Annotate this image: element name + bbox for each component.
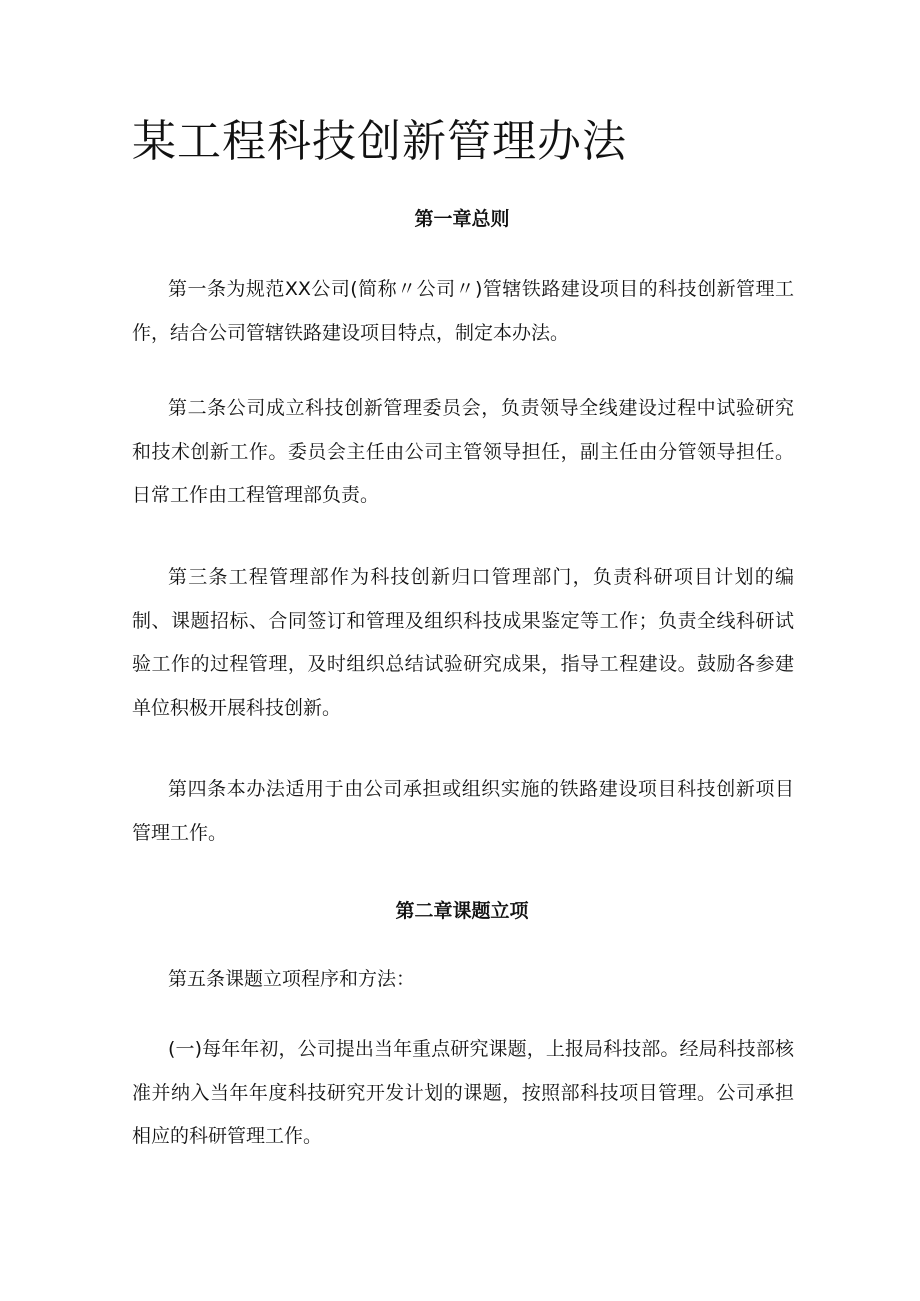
article-paragraph: 第三条工程管理部作为科技创新归口管理部门，负责科研项目计划的编制、课题招标、合同签订和管理及组织科技成果鉴定等工作；负责全线科研试验工作的过程管理，及时组织总结试验研究成果，指导工程建设。鼓励各参建单位积极开展科技创新。 — [132, 566, 794, 719]
document-title: 某工程科技创新管理办法 — [132, 116, 627, 167]
article-paragraph: 第四条本办法适用于由公司承担或组织实施的铁路建设项目科技创新项目管理工作。 — [132, 778, 794, 844]
article-paragraph: 第二条公司成立科技创新管理委员会，负责领导全线建设过程中试验研究和技术创新工作。委员会主任由公司主管领导担任，副主任由分管领导担任。日常工作由工程管理部负责。 — [132, 397, 794, 506]
chapter-heading: 第二章课题立项 — [395, 900, 529, 922]
article-paragraph: (一)每年年初，公司提出当年重点研究课题，上报局科技部。经局科技部核准并纳入当年年度科技研究开发计划的课题，按照部科技项目管理。公司承担相应的科研管理工作。 — [132, 1038, 794, 1147]
article-paragraph: 第五条课题立项程序和方法： — [168, 968, 416, 990]
article-paragraph: 第一条为规范XX公司(简称〃公司〃)管辖铁路建设项目的科技创新管理工作，结合公司管辖铁路建设项目特点，制定本办法。 — [132, 278, 794, 344]
chapter-heading: 第一章总则 — [414, 208, 510, 230]
